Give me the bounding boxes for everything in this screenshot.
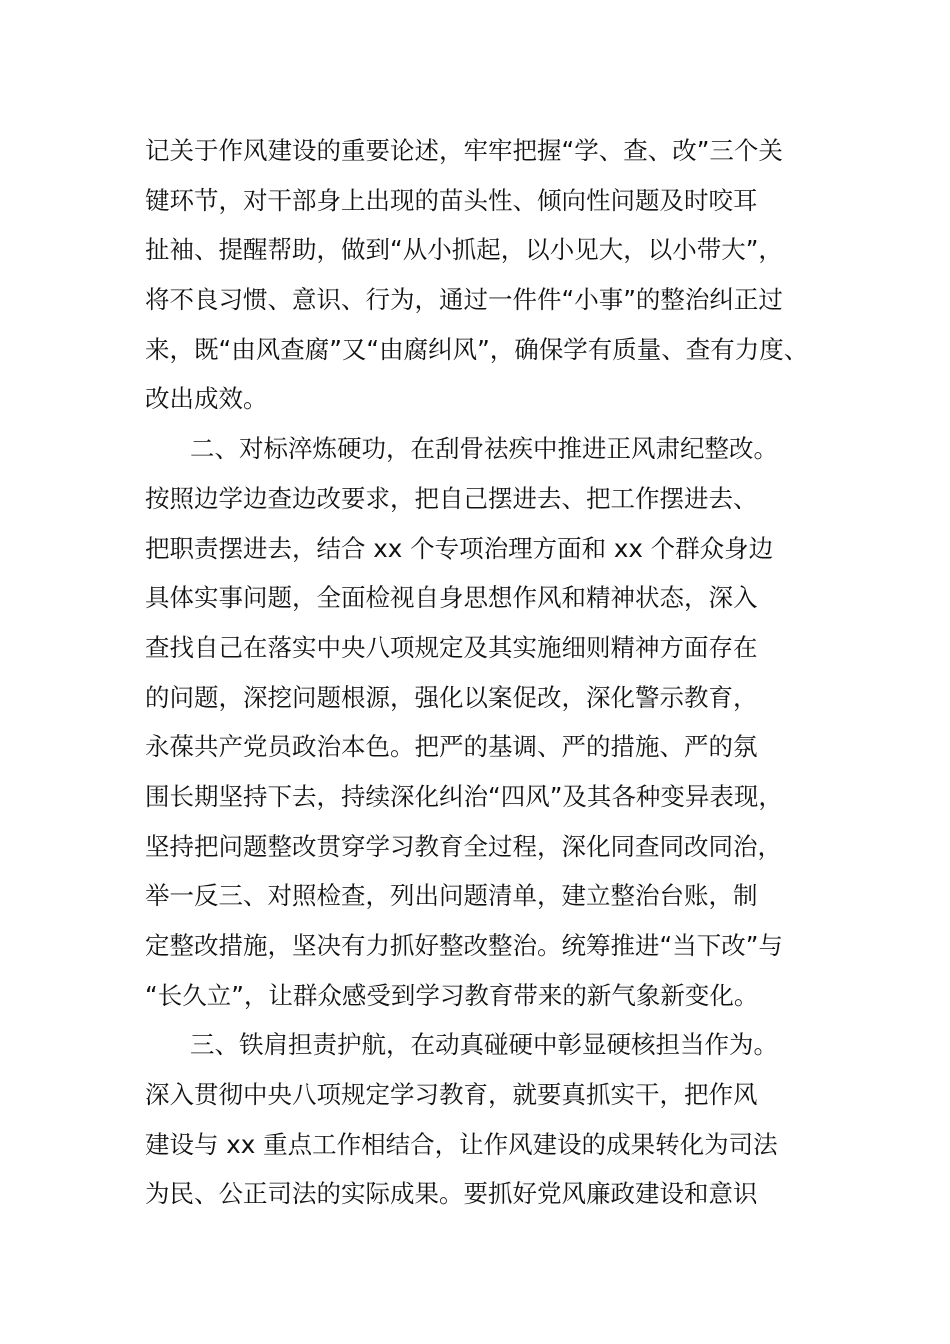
body-text <box>145 126 810 1219</box>
text-line: 记关于作风建设的重要论述，牢牢把握“学、查、改”三个关 <box>145 136 783 165</box>
text-line: 改出成效。 <box>145 384 268 414</box>
text-line: 把职责摆进去，结合 xx 个专项治理方面和 xx 个群众身边 <box>145 533 774 563</box>
text-line: 二、对标淬炼硬功，在刮骨祛疾中推进正风肃纪整改。 <box>190 434 778 464</box>
text-line: 三、铁肩担责护航，在动真碰硬中彰显硬核担当作为。 <box>190 1030 778 1060</box>
text-line: 查找自己在落实中央八项规定及其实施细则精神方面存在 <box>145 632 758 662</box>
text-line: 按照边学边查边改要求，把自己摆进去、把工作摆进去、 <box>145 483 758 513</box>
text-line: 将不良习惯、意识、行为，通过一件件“小事”的整治纠正过 <box>145 285 783 315</box>
text-line: 为民、公正司法的实际成果。要抓好党风廉政建设和意识 <box>145 1179 758 1209</box>
text-line: 永葆共产党员政治本色。把严的基调、严的措施、严的氛 <box>145 732 758 762</box>
text-line: 来，既“由风查腐”又“由腐纠风”，确保学有质量、查有力度、 <box>145 334 809 364</box>
text-line: 的问题，深挖问题根源，强化以案促改，深化警示教育， <box>145 682 758 712</box>
text-line: “长久立”，让群众感受到学习教育带来的新气象新变化。 <box>145 980 759 1010</box>
text-line: 坚持把问题整改贯穿学习教育全过程，深化同查同改同治， <box>145 831 782 861</box>
text-line: 深入贯彻中央八项规定学习教育，就要真抓实干，把作风 <box>145 1080 758 1110</box>
text-line: 扯袖、提醒帮助，做到“从小抓起，以小见大，以小带大”， <box>145 235 783 265</box>
text-line: 定整改措施，坚决有力抓好整改整治。统筹推进“当下改”与 <box>145 931 783 960</box>
text-line: 键环节，对干部身上出现的苗头性、倾向性问题及时咬耳 <box>145 185 758 215</box>
text-line: 围长期坚持下去，持续深化纠治“四风”及其各种变异表现， <box>145 781 783 811</box>
text-line: 举一反三、对照检查，列出问题清单，建立整治台账，制 <box>145 881 758 911</box>
text-line: 具体实事问题，全面检视自身思想作风和精神状态，深入 <box>145 583 758 613</box>
text-line: 建设与 xx 重点工作相结合，让作风建设的成果转化为司法 <box>145 1129 778 1159</box>
